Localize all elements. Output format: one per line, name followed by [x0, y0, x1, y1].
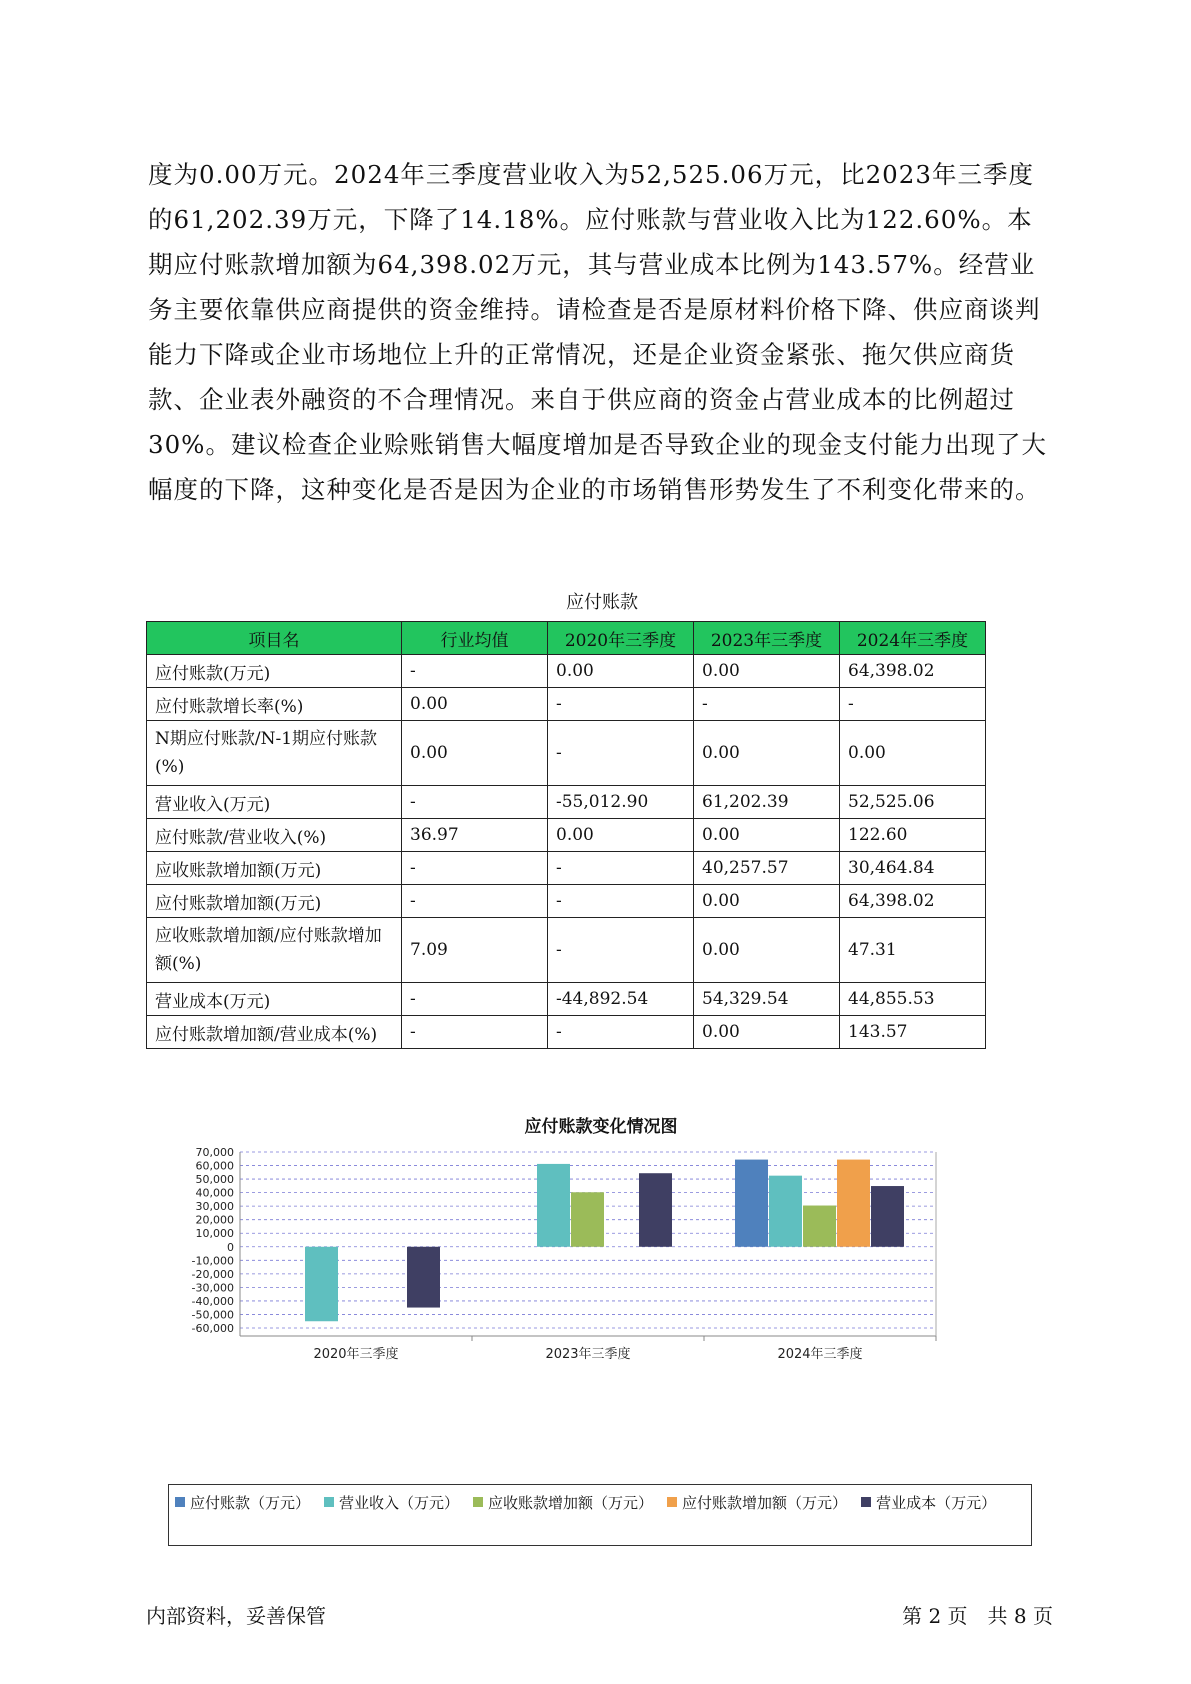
- legend-label: 营业成本（万元）: [876, 1493, 997, 1512]
- cell: -44,892.54: [548, 983, 694, 1016]
- cell: -: [548, 885, 694, 918]
- row-label: 应付账款(万元): [147, 655, 402, 688]
- footer-page-number: 第 2 页 共 8 页: [902, 1604, 1053, 1628]
- cell: 47.31: [840, 918, 986, 983]
- table-row: [147, 918, 986, 983]
- y-tick-label: 0: [227, 1240, 234, 1254]
- chart-bar: [407, 1247, 440, 1308]
- y-tick-label: -20,000: [191, 1267, 234, 1281]
- cell: 0.00: [840, 721, 986, 786]
- legend-swatch: [473, 1497, 483, 1507]
- header-2024q3: 2024年三季度: [840, 622, 986, 655]
- cell: 36.97: [402, 819, 548, 852]
- chart-bar: [305, 1247, 338, 1321]
- cell: -55,012.90: [548, 786, 694, 819]
- legend-label: 营业收入（万元）: [339, 1493, 460, 1512]
- chart-legend: [168, 1484, 1032, 1546]
- cell: 0.00: [694, 1016, 840, 1049]
- cell: 61,202.39: [694, 786, 840, 819]
- row-label: 营业成本(万元): [147, 983, 402, 1016]
- row-label: 应收账款增加额/应付账款增加额(%): [147, 918, 402, 983]
- chart-title: 应付账款变化情况图: [524, 1117, 678, 1137]
- cell: -: [402, 655, 548, 688]
- legend-swatch: [861, 1497, 871, 1507]
- cell: 0.00: [694, 819, 840, 852]
- header-industry-avg: 行业均值: [402, 622, 548, 655]
- legend-item: [175, 1489, 310, 1515]
- legend-label: 应付账款（万元）: [190, 1493, 311, 1512]
- chart-bar: [735, 1160, 768, 1247]
- header-2020q3: 2020年三季度: [548, 622, 694, 655]
- cell: 0.00: [402, 688, 548, 721]
- legend-swatch: [175, 1497, 185, 1507]
- y-tick-label: -60,000: [191, 1322, 234, 1335]
- chart-bar: [871, 1186, 904, 1247]
- legend-label: 应付账款增加额（万元）: [682, 1493, 848, 1512]
- cell: -: [548, 1016, 694, 1049]
- cell: -: [402, 852, 548, 885]
- table-row: [147, 786, 986, 819]
- cell: -: [840, 688, 986, 721]
- row-label: 应付账款增加额/营业成本(%): [147, 1016, 402, 1049]
- legend-item: [667, 1489, 847, 1515]
- x-tick-label: 2023年三季度: [545, 1347, 631, 1362]
- y-tick-label: 60,000: [195, 1159, 234, 1173]
- y-tick-label: 70,000: [195, 1146, 234, 1159]
- row-label: 营业收入(万元): [147, 786, 402, 819]
- cell: 30,464.84: [840, 852, 986, 885]
- table-row: [147, 1016, 986, 1049]
- x-tick-label: 2024年三季度: [777, 1347, 863, 1362]
- footer-confidential-note: 内部资料，妥善保管: [146, 1604, 326, 1628]
- chart-bar: [571, 1192, 604, 1247]
- legend-item: [324, 1489, 459, 1515]
- y-tick-label: -30,000: [191, 1281, 234, 1295]
- cell: -: [548, 918, 694, 983]
- table-row: [147, 721, 986, 786]
- legend-item: [861, 1489, 996, 1515]
- cell: 0.00: [694, 721, 840, 786]
- row-label: 应付账款增加额(万元): [147, 885, 402, 918]
- table-row: [147, 852, 986, 885]
- cell: 0.00: [548, 819, 694, 852]
- table-caption: 应付账款: [566, 592, 638, 613]
- table-row: [147, 819, 986, 852]
- row-label: 应付账款增长率(%): [147, 688, 402, 721]
- cell: 0.00: [402, 721, 548, 786]
- payables-bar-chart: [150, 1140, 1030, 1480]
- legend-item: [473, 1489, 653, 1515]
- table-row: [147, 983, 986, 1016]
- cell: -: [548, 688, 694, 721]
- table-row: [147, 688, 986, 721]
- y-tick-label: 10,000: [195, 1227, 234, 1241]
- legend-swatch: [324, 1497, 334, 1507]
- cell: 0.00: [548, 655, 694, 688]
- legend-label: 应收账款增加额（万元）: [488, 1493, 654, 1512]
- chart-bar: [769, 1176, 802, 1247]
- cell: -: [402, 1016, 548, 1049]
- x-tick-label: 2020年三季度: [313, 1347, 399, 1362]
- cell: 54,329.54: [694, 983, 840, 1016]
- y-tick-label: 40,000: [195, 1186, 234, 1200]
- cell: 143.57: [840, 1016, 986, 1049]
- y-tick-label: 20,000: [195, 1213, 234, 1227]
- y-tick-label: -50,000: [191, 1308, 234, 1322]
- table-header-row: [147, 622, 986, 655]
- cell: 0.00: [694, 918, 840, 983]
- cell: 122.60: [840, 819, 986, 852]
- y-tick-label: -40,000: [191, 1294, 234, 1308]
- cell: -: [694, 688, 840, 721]
- cell: 64,398.02: [840, 655, 986, 688]
- chart-bar: [837, 1160, 870, 1247]
- row-label: 应收账款增加额(万元): [147, 852, 402, 885]
- row-label: N期应付账款/N-1期应付账款(%): [147, 721, 402, 786]
- table-row: [147, 885, 986, 918]
- cell: 0.00: [694, 885, 840, 918]
- cell: -: [402, 786, 548, 819]
- header-2023q3: 2023年三季度: [694, 622, 840, 655]
- cell: -: [402, 983, 548, 1016]
- cell: 44,855.53: [840, 983, 986, 1016]
- cell: 40,257.57: [694, 852, 840, 885]
- cell: 0.00: [694, 655, 840, 688]
- chart-bar: [803, 1206, 836, 1247]
- y-tick-label: 30,000: [195, 1200, 234, 1214]
- body-paragraph: 度为0.00万元。2024年三季度营业收入为52,525.06万元，比2023年三季度的61,202.39万元，下降了14.18%。应付账款与营业收入比为122.60%。本期应付账款增加额为64,398.02万元，其与营业成本比例为143.57%。经营业务主要依靠供应商提供的资金维持。请检查是否是原材料价格下降、供应商谈判能力下降或企业市场地位上升的正常情况，还是企业资金紧张、拖欠供应商货款、企业表外融资的不合理情况。来自于供应商的资金占营业成本的比例超过30%。建议检查企业赊账销售大幅度增加是否导致企业的现金支付能力出现了大幅度的下降，这种变化是否是因为企业的市场销售形势发生了不利变化带来的。: [148, 160, 1047, 504]
- cell: -: [548, 852, 694, 885]
- header-item-name: 项目名: [147, 622, 402, 655]
- chart-bar: [639, 1173, 672, 1247]
- cell: -: [402, 885, 548, 918]
- cell: 52,525.06: [840, 786, 986, 819]
- y-tick-label: 50,000: [195, 1173, 234, 1187]
- payables-table: [146, 621, 986, 1049]
- chart-bar: [537, 1164, 570, 1247]
- cell: -: [548, 721, 694, 786]
- y-tick-label: -10,000: [191, 1254, 234, 1268]
- table-row: [147, 655, 986, 688]
- legend-swatch: [667, 1497, 677, 1507]
- row-label: 应付账款/营业收入(%): [147, 819, 402, 852]
- cell: 64,398.02: [840, 885, 986, 918]
- cell: 7.09: [402, 918, 548, 983]
